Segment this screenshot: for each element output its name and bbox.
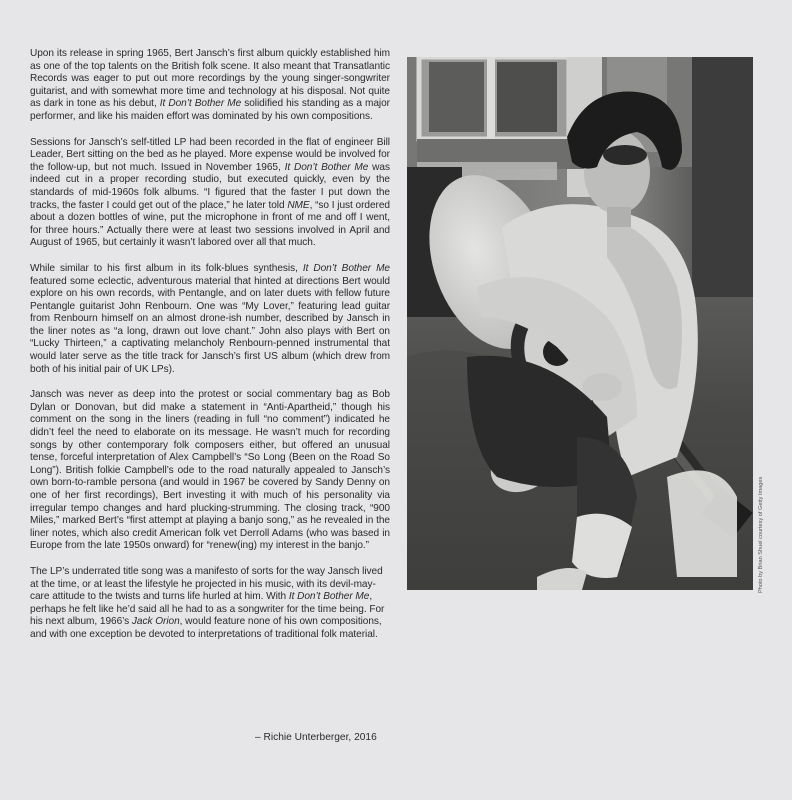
- paragraph-5: The LP’s underrated title song was a manifesto of sorts for the way Jansch lived at the time, or at least the lifestyle he projected in his music, with its devil-may-care attitude to the twists and turns life hurled at him. With It Don’t Bother Me, perhaps he felt like he’d said all he had to as a songwriter for the time being. For his next album, 1966’s Jack Orion, would feature none of his own compositions, and with one exception be devoted to interpretations of traditional folk material.: [30, 565, 385, 640]
- photo-credit: Photo by Brian Shuel courtesy of Getty Images: [758, 476, 764, 593]
- article-text: [30, 48, 390, 655]
- photo-illustration: [407, 57, 753, 590]
- paragraph-3: While similar to his first album in its folk-blues synthesis, It Don’t Bother Me featured some eclectic, adventurous material that hinted at directions Bert would explore on his own records, with Pentangle, and on later duets with fellow future Pentangle guitarist John Renbourn. One was “My Lover,” featuring lead guitar from Renbourn himself on an almost drone-ish number, described by Jansch in the liner notes as “a long, drawn out love chant.” John also plays with Bert on “Lucky Thirteen,” a captivating melancholy Renbourn-penned instrumental that would later serve as the title track for Jansch’s first US album (which drew from both of his initial pair of UK LPs).: [30, 262, 390, 375]
- artist-photo: [407, 57, 753, 590]
- paragraph-2: Sessions for Jansch’s self-titled LP had been recorded in the flat of engineer Bill Leader, Bert sitting on the bed as he played. More expense would be involved for the follow-up, but not much. Issued in November 1965, It Don’t Bother Me was indeed cut in a proper recording studio, but executed quickly, even by the standards of mid-1960s folk albums. “I figured that the faster I put down the tracks, the faster I could get out of the place,” he later told NME, “so I just ordered about a dozen bottles of wine, put the microphone in front of me and off I went, for three hours.” Actually there were at least two sessions involved in April and August of 1965, but certainly it wasn’t labored over all that much.: [30, 136, 390, 249]
- paragraph-4: Jansch was never as deep into the protest or social commentary bag as Bob Dylan or Donovan, but did make a statement in “Anti-Apartheid,” though his comment on the song in the liners (reading in full “no comment”) indicated he didn’t feel the need to elaborate on its message. He wasn’t much for recording songs by other contemporary folk composers either, but offered an unusual tense, forceful interpretation of Alex Campbell’s “So Long (Been on the Road So Long”). British folkie Campbell’s ode to the road naturally appealed to Jansch’s own born-to-ramble persona (and would in 1967 be covered by Sandy Denny on one of her first recordings), Bert investing it with much of his personality via irregular tempo changes and hard plucking-strumming. The closing track, “900 Miles,” marked Bert’s “first attempt at playing a banjo song,” as he revealed in the liner notes, which also credit American folk vet Derroll Adams (who was based in Europe from the late 1950s onward) for “renew(ing) my interest in the banjo.”: [30, 389, 390, 552]
- author-signature: – Richie Unterberger, 2016: [255, 732, 377, 743]
- paragraph-1: Upon its release in spring 1965, Bert Jansch’s first album quickly established him as one of the top talents on the British folk scene. It also meant that Transatlantic Records was eager to put out more recordings by the young singer-songwriter guitarist, and with somewhat more time and technology at his disposal. Not quite as dark in tone as his debut, It Don’t Bother Me solidified his standing as a major performer, and like his maiden effort was dominated by his own compositions.: [30, 48, 390, 122]
